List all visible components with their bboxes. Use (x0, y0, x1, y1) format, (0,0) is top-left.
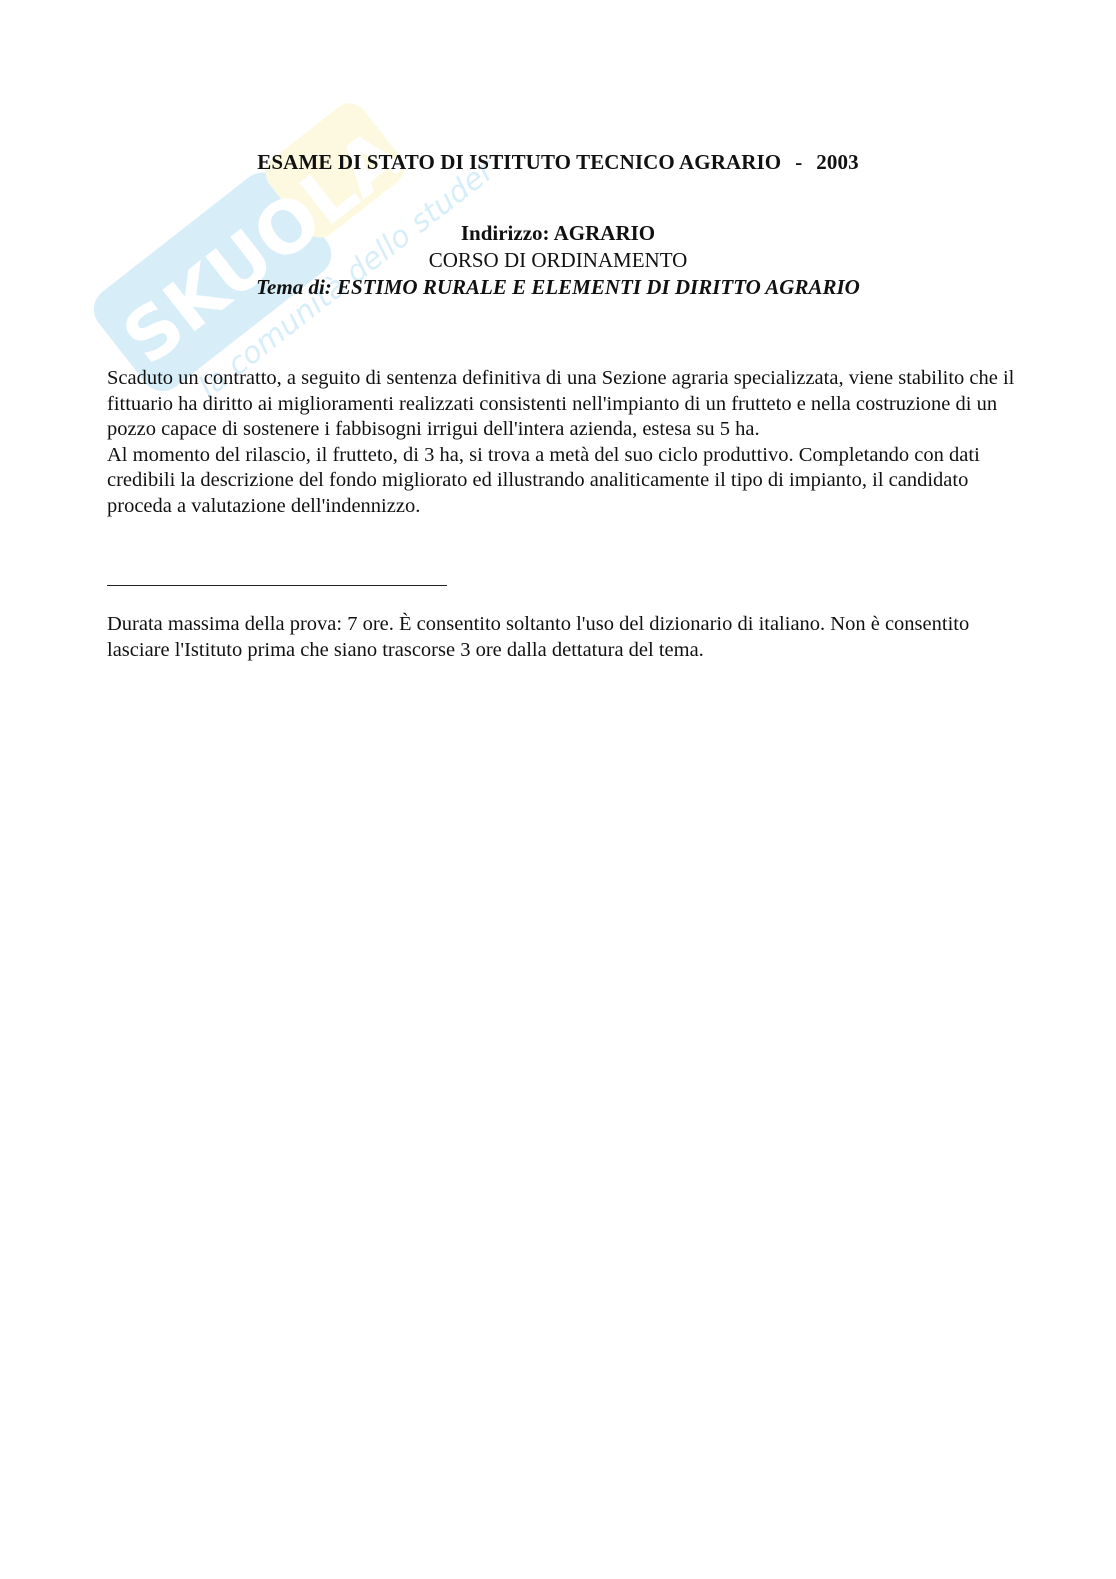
prompt-paragraph-1: Scaduto un contratto, a seguito di sentenza definitiva di una Sezione agraria specializzata, viene stabilito che il fittuario ha diritto ai miglioramenti realizzati consistenti nell'impianto di un frutteto e nella costruzione di un pozzo capace di sostenere i fabbisogni irrigui dell'intera azienda, estesa su 5 ha. (107, 367, 1015, 440)
corso-line: CORSO DI ORDINAMENTO (428, 248, 688, 272)
watermark-tagline: la comunità dello studente (192, 130, 490, 406)
exam-subheading (0, 220, 1116, 301)
prompt-paragraph-2: Al momento del rilascio, il frutteto, di 3 ha, si trova a metà del suo ciclo produttivo. Completando con dati credibili la descrizione del fondo migliorato ed illustrando analiticamente il tipo di impianto, il candidato proceda a valutazione dell'indennizzo. (107, 443, 980, 517)
title-separator: - (795, 150, 803, 174)
watermark-brand: SKUOLA.net (107, 40, 490, 381)
exam-rules-note (107, 612, 1007, 663)
exam-prompt (107, 366, 1027, 519)
separator-line (107, 585, 447, 586)
indirizzo-line: Indirizzo: AGRARIO (460, 221, 656, 245)
title-year: 2003 (816, 150, 859, 174)
tema-line: Tema di: ESTIMO RURALE E ELEMENTI DI DIRITTO AGRARIO (256, 275, 860, 299)
exam-title (0, 150, 1116, 175)
rules-text: Durata massima della prova: 7 ore. È consentito soltanto l'uso del dizionario di italiano. Non è consentito lasciare l'Istituto prima che siano trascorse 3 ore dalla dettatura del tema. (107, 613, 970, 661)
title-main: ESAME DI STATO DI ISTITUTO TECNICO AGRARIO (257, 150, 782, 174)
